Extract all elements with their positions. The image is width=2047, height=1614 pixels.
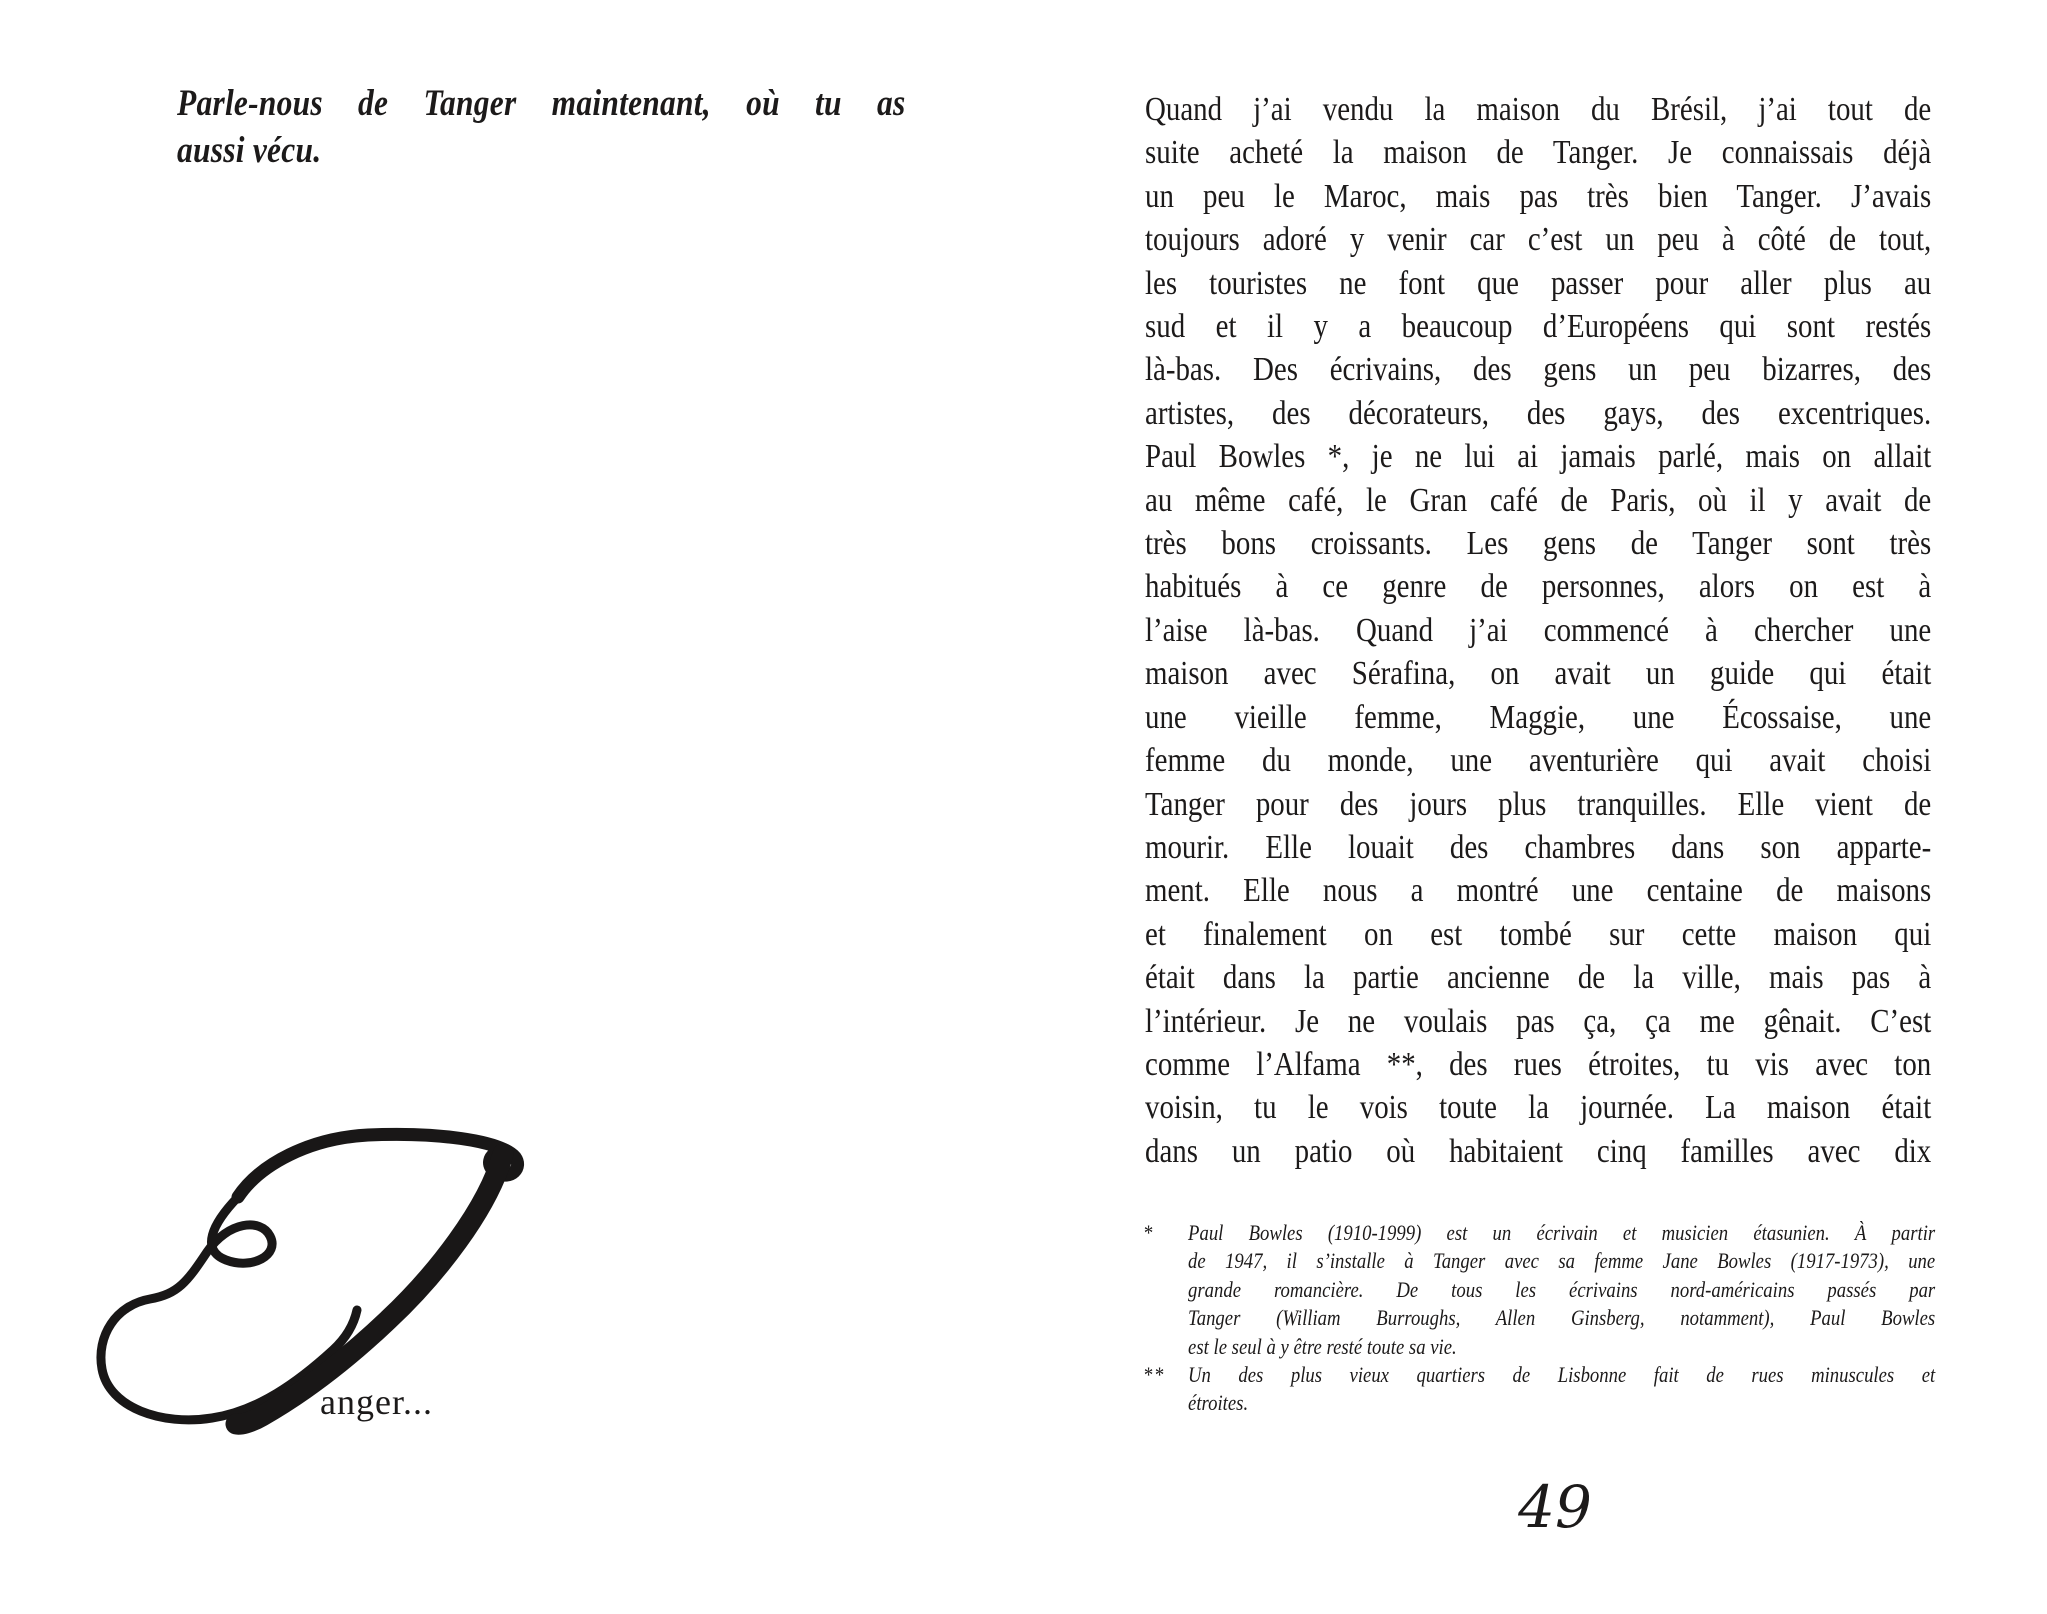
body-paragraph: [1145, 88, 1931, 1173]
text-line: maison avec Sérafina, on avait un guide qui était: [1145, 655, 1932, 693]
text-line: l’intérieur. Je ne voulais pas ça, ça me gênait. C’est: [1145, 1002, 1932, 1040]
text-line: voisin, tu le vois toute la journée. La maison était: [1145, 1089, 1932, 1127]
text-line: Parle-nous de Tanger maintenant, où tu as: [177, 83, 906, 124]
text-line: Un des plus vieux quartiers de Lisbonne fait de rues minuscules et: [1188, 1362, 1936, 1388]
text-line: Paul Bowles (1910-1999) est un écrivain et musicien étasunien. À partir: [1188, 1220, 1936, 1245]
footnote-2: [1143, 1361, 1935, 1418]
text-line: est le seul à y être resté toute sa vie.: [1188, 1333, 1457, 1359]
footnote-1-text: [1188, 1219, 1935, 1361]
initial-arch-stroke: [238, 1134, 518, 1197]
text-line: une vieille femme, Maggie, une Écossaise, une: [1145, 698, 1932, 736]
text-line: et finalement on est tombé sur cette maison qui: [1145, 915, 1932, 953]
text-line: très bons croissants. Les gens de Tanger sont très: [1145, 525, 1932, 563]
text-line: grande romancière. De tous les écrivains nord-américains passés par: [1188, 1276, 1936, 1302]
text-line: toujours adoré y venir car c’est un peu à côté de tout,: [1145, 221, 1932, 259]
text-line: Paul Bowles *, je ne lui ai jamais parlé, mais on allait: [1145, 438, 1932, 476]
footnote-1-marker: *: [1143, 1220, 1155, 1245]
text-line: dans un patio où habitaient cinq familles avec dix: [1145, 1132, 1932, 1170]
text-line: habitués à ce genre de personnes, alors on est à: [1145, 568, 1932, 606]
footnote-2-marker: **: [1143, 1362, 1166, 1388]
text-line: comme l’Alfama **, des rues étroites, tu vis avec ton: [1145, 1045, 1932, 1083]
text-line: aussi vécu.: [177, 130, 322, 171]
text-line: artistes, des décorateurs, des gays, des excentriques.: [1145, 394, 1932, 432]
text-line: Quand j’ai vendu la maison du Brésil, j’ai tout de: [1145, 91, 1932, 128]
text-line: les touristes ne font que passer pour aller plus au: [1145, 264, 1932, 302]
decorative-initial-t: [88, 1122, 548, 1442]
text-line: Tanger (William Burroughs, Allen Ginsberg, notamment), Paul Bowles: [1188, 1305, 1936, 1331]
text-line: là-bas. Des écrivains, des gens un peu bizarres, des: [1145, 351, 1932, 389]
text-line: mourir. Elle louait des chambres dans son apparte-: [1145, 828, 1932, 866]
footnote-1: [1143, 1219, 1935, 1361]
text-line: étroites.: [1188, 1390, 1249, 1416]
text-line: au même café, le Gran café de Paris, où il y avait de: [1145, 481, 1932, 519]
text-line: l’aise là-bas. Quand j’ai commencé à chercher une: [1145, 611, 1932, 649]
text-line: de 1947, il s’installe à Tanger avec sa femme Jane Bowles (1917-1973), une: [1188, 1248, 1936, 1274]
text-line: sud et il y a beaucoup d’Européens qui sont restés: [1145, 308, 1932, 346]
text-line: était dans la partie ancienne de la ville, mais pas à: [1145, 959, 1932, 997]
footnote-2-text: [1188, 1361, 1935, 1418]
text-line: Tanger pour des jours plus tranquilles. Elle vient de: [1145, 785, 1932, 823]
text-line: femme du monde, une aventurière qui avait choisi: [1145, 742, 1932, 780]
interview-question: [177, 80, 905, 174]
text-line: suite acheté la maison de Tanger. Je connaissais déjà: [1145, 134, 1932, 172]
text-line: un peu le Maroc, mais pas très bien Tanger. J’avais: [1145, 177, 1932, 215]
footnotes: [1143, 1219, 1935, 1418]
drop-cap-word-rest: anger...: [320, 1382, 433, 1422]
page-number: 49: [1518, 1473, 1592, 1541]
text-line: ment. Elle nous a montré une centaine de maisons: [1145, 872, 1932, 910]
